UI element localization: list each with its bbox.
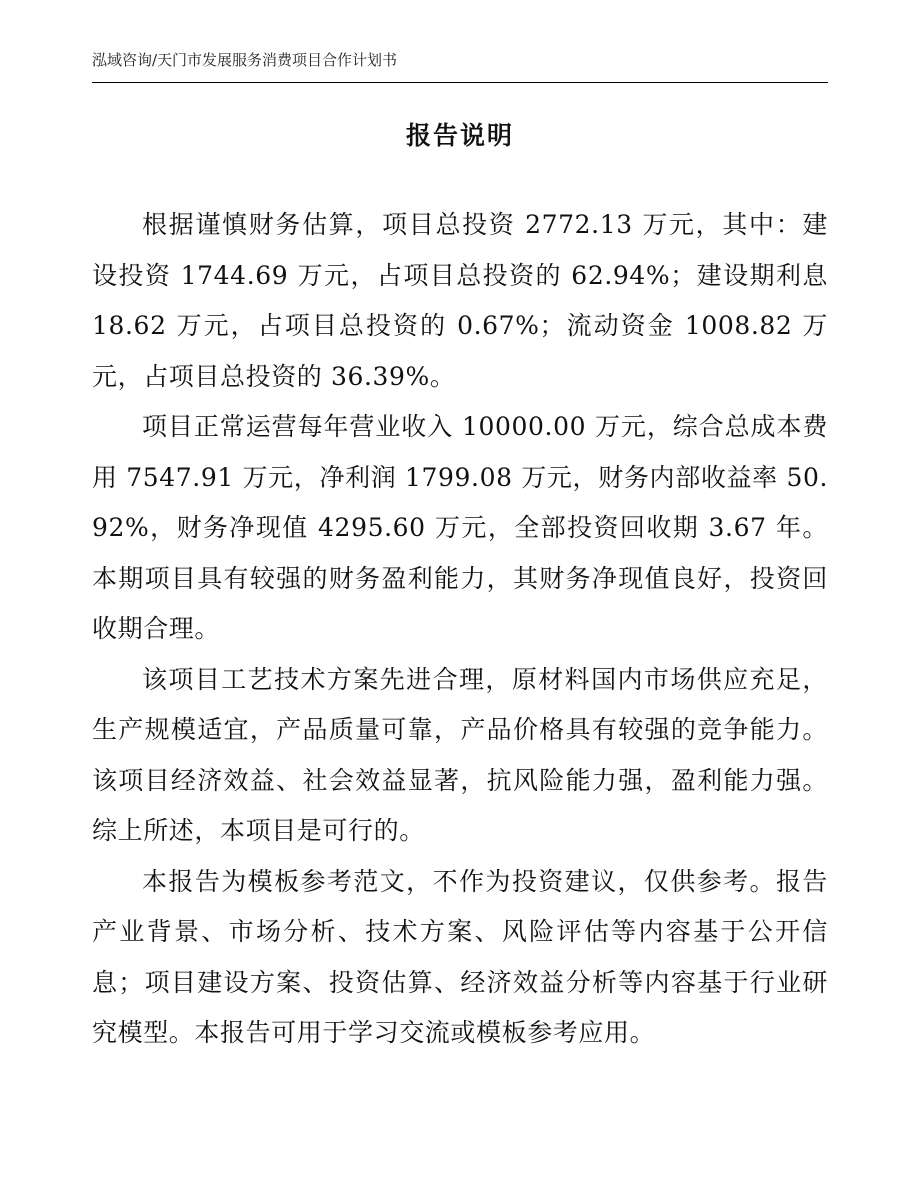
- header-divider: [92, 82, 828, 83]
- running-header: 泓域咨询/天门市发展服务消费项目合作计划书: [92, 51, 398, 69]
- paragraph-financials: 项目正常运营每年营业收入 10000.00 万元，综合总成本费用 7547.91 万元，净利润 1799.08 万元，财务内部收益率 50.92%，财务净现值 4295.60 万元，全部投资回收期 3.67 年。本期项目具有较强的财务盈利能力，其财务净现值良好，投资回收期合理。: [92, 412, 828, 643]
- report-body: [92, 200, 828, 1059]
- page-title: 报告说明: [405, 121, 514, 150]
- paragraph-investment: 根据谨慎财务估算，项目总投资 2772.13 万元，其中：建设投资 1744.69 万元，占项目总投资的 62.94%；建设期利息 18.62 万元，占项目总投资的 0.67%；流动资金 1008.82 万元，占项目总投资的 36.39%。: [92, 210, 828, 391]
- paragraph-feasibility: 该项目工艺技术方案先进合理，原材料国内市场供应充足，生产规模适宜，产品质量可靠，产品价格具有较强的竞争能力。该项目经济效益、社会效益显著，抗风险能力强，盈利能力强。综上所述，本项目是可行的。: [92, 664, 828, 845]
- paragraph-disclaimer: 本报告为模板参考范文，不作为投资建议，仅供参考。报告产业背景、市场分析、技术方案、风险评估等内容基于公开信息；项目建设方案、投资估算、经济效益分析等内容基于行业研究模型。本报告可用于学习交流或模板参考应用。: [92, 866, 828, 1047]
